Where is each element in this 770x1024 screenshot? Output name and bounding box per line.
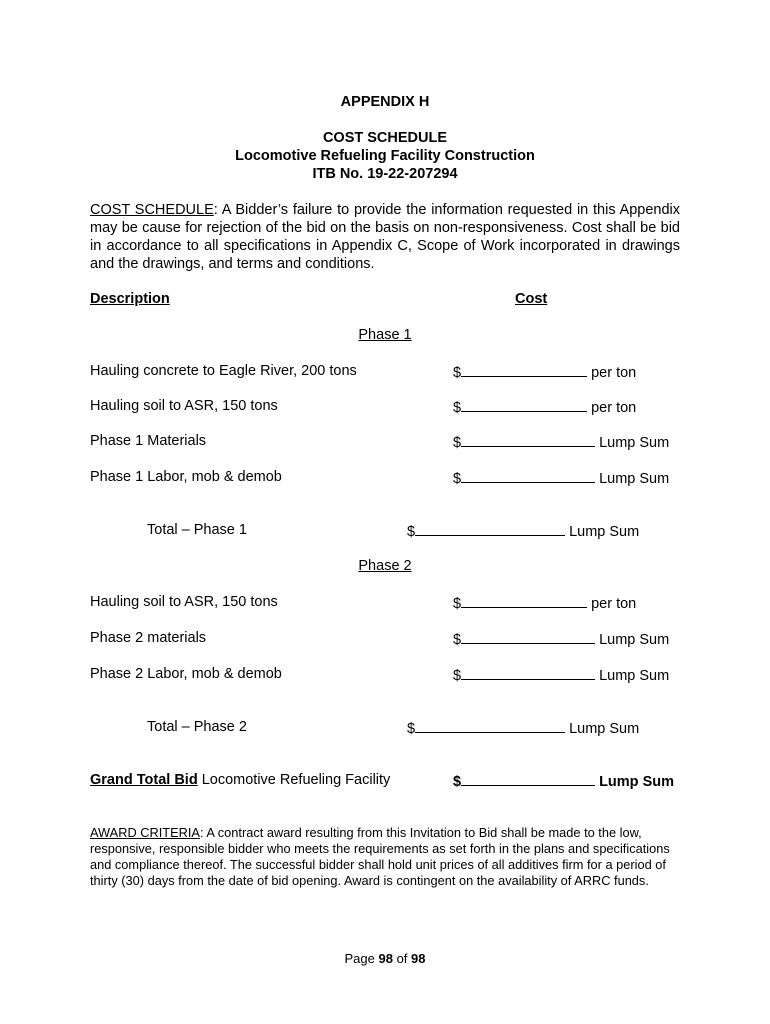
line-item-description: Phase 1 Materials (90, 433, 207, 449)
phase-2-total-field[interactable] (407, 719, 639, 737)
intro-paragraph (90, 201, 680, 273)
appendix-heading: APPENDIX H (340, 94, 430, 110)
award-criteria-text: : A contract award resulting from this Invitation to Bid shall be made to the low, responsive, responsible bidder who meets the requirements as set forth in the plans and specifications and compliance thereof. The successful bidder shall hold unit prices of all additives firm for a period of thirty (30) days from the date of bid opening. Award is contingent on the availability of ARRC funds. (90, 825, 670, 888)
line-item-description: Hauling soil to ASR, 150 tons (90, 398, 278, 414)
unit-label: Lump Sum (599, 668, 670, 684)
unit-label: Lump Sum (599, 774, 674, 790)
currency-symbol: $ (407, 524, 416, 540)
phase-2-total-label: Total – Phase 2 (147, 719, 247, 735)
unit-label: Lump Sum (599, 435, 670, 451)
cost-blank[interactable] (461, 594, 587, 608)
currency-symbol: $ (453, 365, 462, 381)
currency-symbol: $ (453, 596, 462, 612)
document-title: COST SCHEDULE (322, 130, 448, 146)
phase-1-total-field[interactable] (407, 522, 639, 540)
line-item-cost-field[interactable] (453, 594, 636, 612)
currency-symbol: $ (453, 471, 462, 487)
line-item-cost-field[interactable] (453, 469, 669, 487)
line-item-cost-field[interactable] (453, 363, 636, 381)
line-item-description: Hauling soil to ASR, 150 tons (90, 594, 278, 610)
cost-blank[interactable] (461, 469, 595, 483)
line-item-description: Phase 2 Labor, mob & demob (90, 666, 282, 682)
currency-symbol: $ (453, 400, 462, 416)
currency-symbol: $ (453, 774, 462, 790)
award-criteria-paragraph (90, 825, 680, 889)
line-item-cost-field[interactable] (453, 398, 636, 416)
grand-total-field[interactable] (453, 772, 674, 790)
cost-blank[interactable] (461, 363, 587, 377)
line-item-cost-field[interactable] (453, 433, 669, 451)
cost-blank[interactable] (461, 398, 587, 412)
currency-symbol: $ (407, 721, 416, 737)
grand-total-description: Locomotive Refueling Facility (197, 772, 391, 788)
cost-blank[interactable] (461, 630, 595, 644)
cost-blank[interactable] (461, 433, 595, 447)
unit-label: Lump Sum (599, 632, 670, 648)
unit-label: per ton (591, 596, 637, 612)
cost-column-header: Cost (515, 291, 548, 307)
currency-symbol: $ (453, 435, 462, 451)
cost-blank[interactable] (461, 666, 595, 680)
page-word: Page (344, 951, 379, 966)
line-item-cost-field[interactable] (453, 630, 669, 648)
grand-total-label (90, 772, 390, 788)
unit-label: per ton (591, 365, 637, 381)
cost-blank[interactable] (415, 522, 565, 536)
line-item-description: Phase 2 materials (90, 630, 207, 646)
unit-label: Lump Sum (599, 471, 670, 487)
cost-blank[interactable] (461, 772, 595, 786)
award-criteria-label: AWARD CRITERIA (90, 825, 200, 840)
line-item-description: Phase 1 Labor, mob & demob (90, 469, 282, 485)
of-word: of (392, 951, 412, 966)
currency-symbol: $ (453, 632, 462, 648)
itb-number: ITB No. 19-22-207294 (312, 166, 458, 182)
page-number (0, 951, 770, 966)
currency-symbol: $ (453, 668, 462, 684)
line-item-cost-field[interactable] (453, 666, 669, 684)
intro-text: : A Bidder’s failure to provide the information requested in this Appendix may be cause for rejection of the bid on the basis on non-responsiveness. Cost shall be bid in accordance to all specifications in Appendix C, Scope of Work incorporated in drawings and the drawings, and terms and conditions. (90, 202, 680, 272)
phase-1-heading: Phase 1 (358, 327, 412, 343)
description-column-header: Description (90, 291, 170, 307)
phase-1-total-label: Total – Phase 1 (147, 522, 247, 538)
intro-label: COST SCHEDULE (90, 202, 214, 218)
current-page: 98 (378, 951, 393, 966)
unit-label: Lump Sum (569, 721, 640, 737)
grand-total-title: Grand Total Bid (90, 772, 198, 788)
phase-2-heading: Phase 2 (358, 558, 412, 574)
document-subtitle: Locomotive Refueling Facility Construction (235, 148, 535, 164)
unit-label: per ton (591, 400, 637, 416)
total-pages: 98 (411, 951, 426, 966)
unit-label: Lump Sum (569, 524, 640, 540)
line-item-description: Hauling concrete to Eagle River, 200 tons (90, 363, 357, 379)
cost-blank[interactable] (415, 719, 565, 733)
